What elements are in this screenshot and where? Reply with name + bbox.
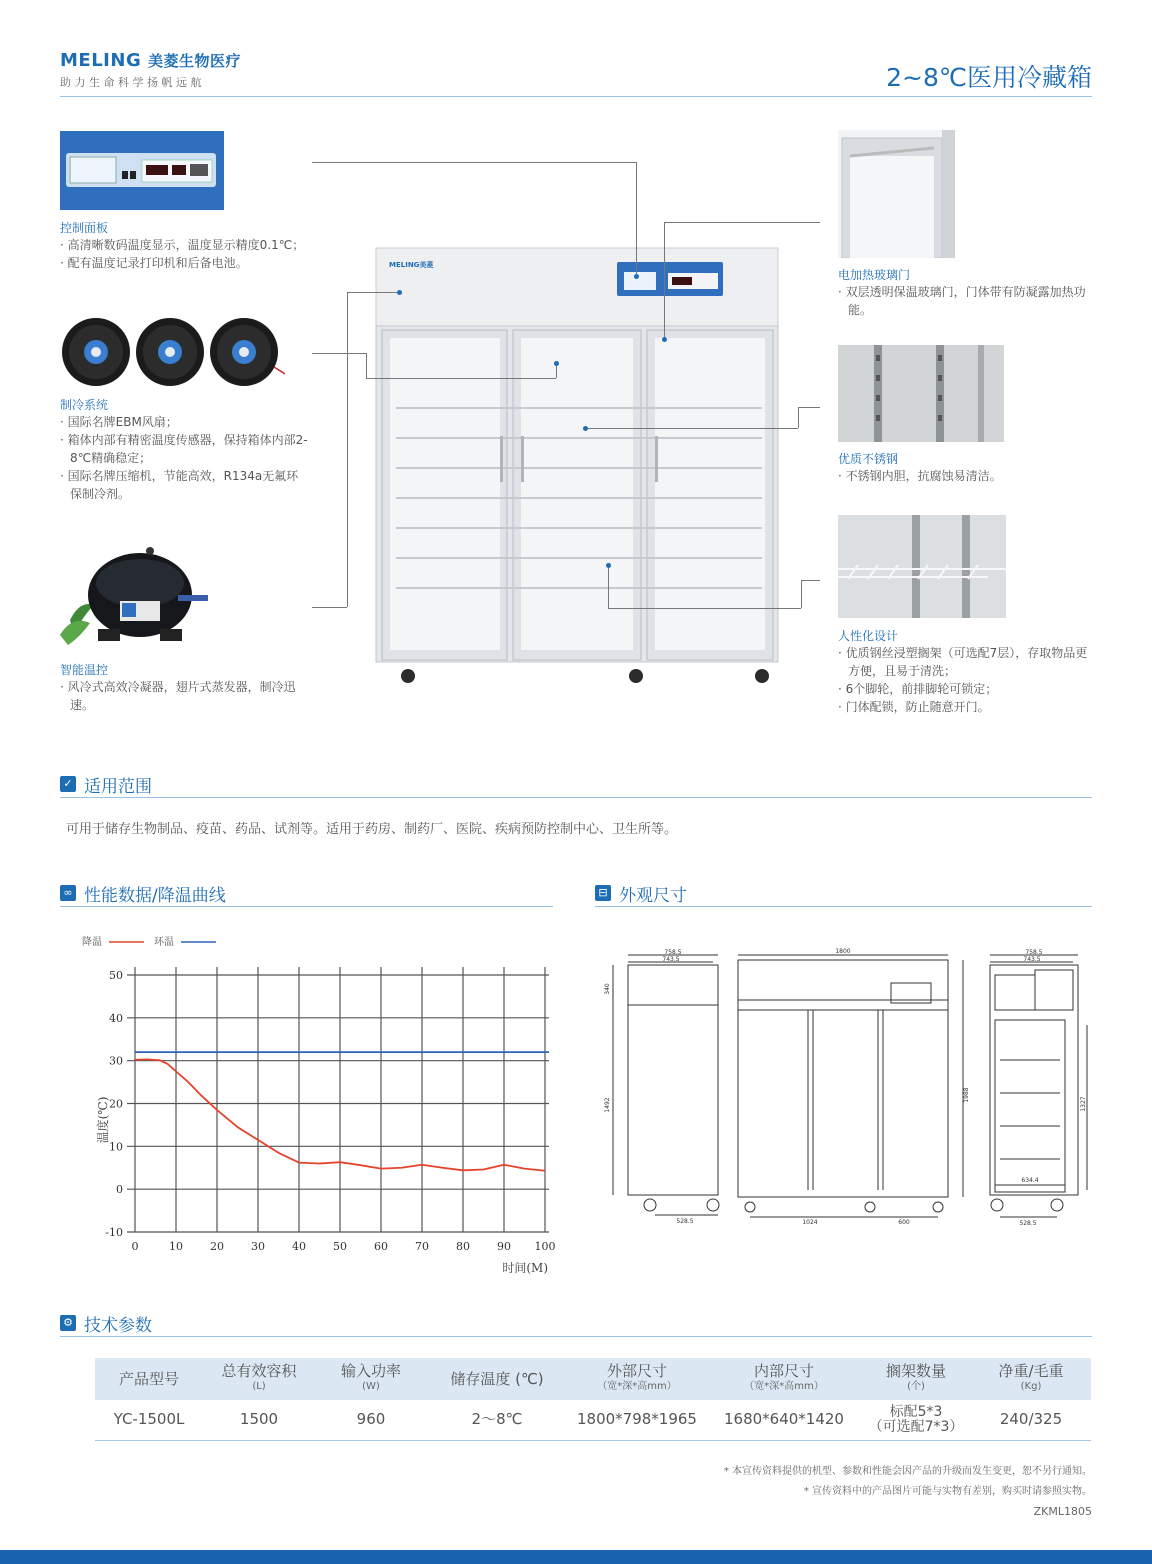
table-header-cell: 外部尺寸 （宽*深*高mm） bbox=[567, 1358, 707, 1400]
stainless-steel-photo bbox=[838, 345, 1004, 442]
x-axis-label: 时间(M) bbox=[502, 1261, 548, 1275]
callout-line bbox=[801, 580, 820, 581]
callout-line bbox=[798, 407, 820, 408]
x-tick-label: 50 bbox=[333, 1240, 347, 1253]
disclaimer-note: * 宣传资料中的产品图片可能与实物有差别，购买时请参照实物。 bbox=[803, 1486, 1092, 1497]
footer-bar bbox=[0, 1550, 1152, 1564]
scope-title: 适用范围 bbox=[84, 777, 152, 797]
x-tick-label: 70 bbox=[415, 1240, 429, 1253]
feature-list bbox=[60, 413, 310, 503]
feature-list bbox=[60, 236, 340, 272]
feature-humanized-design bbox=[838, 627, 1092, 716]
table-cell: 1800*798*1965 bbox=[567, 1400, 707, 1440]
dim-label: 600 bbox=[898, 1219, 910, 1226]
y-tick-label: 40 bbox=[109, 1011, 123, 1025]
dim-label: 1327 bbox=[1080, 1096, 1087, 1112]
y-tick-label: 50 bbox=[109, 969, 123, 982]
x-tick-label: 100 bbox=[534, 1240, 556, 1253]
shelf-photo bbox=[838, 515, 1006, 618]
checkmark-icon: ✓ bbox=[60, 776, 76, 792]
callout-line bbox=[366, 353, 367, 378]
brand-logo bbox=[60, 50, 241, 71]
x-tick-label: 30 bbox=[251, 1240, 265, 1253]
table-cell: 960 bbox=[315, 1400, 427, 1440]
table-row bbox=[95, 1400, 1091, 1440]
callout-line bbox=[312, 162, 636, 163]
brand-name-cn: 美菱生物医疗 bbox=[148, 52, 242, 70]
feature-stainless-steel bbox=[838, 450, 1092, 485]
feature-control-panel bbox=[60, 219, 340, 272]
header-divider bbox=[60, 96, 1092, 97]
settings-icon: ⚙ bbox=[60, 1315, 76, 1331]
dim-label: 634.4 bbox=[1021, 1177, 1039, 1184]
callout-dot bbox=[606, 563, 611, 568]
callout-line bbox=[366, 378, 556, 379]
feature-item: · 风冷式高效冷凝器，翅片式蒸发器，制冷迅速。 bbox=[60, 678, 300, 714]
dim-label: 1988 bbox=[963, 1087, 970, 1103]
table-header-cell: 净重/毛重 (Kg) bbox=[971, 1358, 1091, 1400]
x-tick-label: 0 bbox=[131, 1240, 139, 1253]
legend-label: 环温 bbox=[154, 937, 174, 948]
feature-item: · 双层透明保温玻璃门，门体带有防凝露加热功能。 bbox=[838, 283, 1092, 319]
compressor-photo bbox=[60, 545, 215, 655]
dim-label: 758.5 bbox=[664, 949, 682, 956]
dim-label: 743.5 bbox=[662, 956, 680, 963]
feature-item: · 国际名牌压缩机，节能高效，R134a无氟环保制冷剂。 bbox=[60, 467, 310, 503]
table-cell: 1680*640*1420 bbox=[707, 1400, 861, 1440]
y-tick-label: 10 bbox=[109, 1140, 123, 1154]
feature-item: · 6个脚轮，前排脚轮可锁定； bbox=[838, 680, 1092, 698]
y-tick-label: 20 bbox=[109, 1097, 123, 1111]
callout-dot bbox=[397, 290, 402, 295]
feature-item: · 不锈钢内胆，抗腐蚀易清洁。 bbox=[838, 467, 1092, 485]
feature-title: 智能温控 bbox=[60, 663, 109, 677]
link-icon: ∞ bbox=[60, 885, 76, 901]
legend-label: 降温 bbox=[82, 937, 102, 948]
callout-line bbox=[347, 292, 399, 293]
feature-title: 控制面板 bbox=[60, 221, 109, 235]
feature-list bbox=[838, 467, 1092, 485]
table-header-cell: 内部尺寸 （宽*深*高mm） bbox=[707, 1358, 861, 1400]
dim-label: 1024 bbox=[802, 1219, 818, 1226]
dim-label: 743.5 bbox=[1023, 956, 1041, 963]
feature-item: · 配有温度记录打印机和后备电池。 bbox=[60, 254, 340, 272]
document-code: ZKML1805 bbox=[1033, 1505, 1092, 1518]
x-tick-label: 20 bbox=[210, 1240, 224, 1253]
fans-photo bbox=[60, 312, 285, 392]
feature-title: 电加热玻璃门 bbox=[838, 268, 911, 282]
callout-line bbox=[347, 292, 348, 607]
callout-line bbox=[636, 162, 637, 276]
dim-label: 1492 bbox=[604, 1097, 611, 1113]
glass-door-photo bbox=[838, 130, 955, 258]
disclaimer-note: * 本宣传资料提供的机型、参数和性能会因产品的升级而发生变更，恕不另行通知。 bbox=[723, 1466, 1092, 1477]
performance-title: 性能数据/降温曲线 bbox=[84, 886, 226, 906]
feature-item: · 国际名牌EBM风扇； bbox=[60, 413, 310, 431]
callout-line bbox=[664, 222, 665, 339]
dim-label: 1800 bbox=[835, 948, 851, 955]
table-header-row bbox=[95, 1358, 1091, 1400]
table-header-cell: 输入功率 (W) bbox=[315, 1358, 427, 1400]
y-tick-label: 0 bbox=[116, 1183, 123, 1197]
y-tick-label: -10 bbox=[105, 1226, 123, 1239]
callout-line bbox=[798, 407, 799, 428]
callout-dot bbox=[634, 274, 639, 279]
callout-line bbox=[608, 608, 801, 609]
feature-title: 优质不锈钢 bbox=[838, 452, 899, 466]
dim-label: 340 bbox=[604, 983, 611, 995]
table-header-cell: 总有效容积 (L) bbox=[203, 1358, 315, 1400]
table-header-cell: 储存温度 (℃) bbox=[427, 1358, 567, 1400]
page-title: 2~8℃医用冷藏箱 bbox=[886, 63, 1092, 92]
table-header-cell: 产品型号 bbox=[95, 1358, 203, 1400]
feature-item: · 门体配锁，防止随意开门。 bbox=[838, 698, 1092, 716]
scope-text: 可用于储存生物制品、疫苗、药品、试剂等。适用于药房、制药厂、医院、疾病预防控制中心、卫生所等。 bbox=[66, 822, 678, 837]
x-tick-label: 80 bbox=[456, 1240, 470, 1253]
y-axis-label: 温度(℃) bbox=[96, 1096, 110, 1144]
y-tick-label: 30 bbox=[109, 1054, 123, 1068]
x-tick-label: 60 bbox=[374, 1240, 388, 1253]
feature-refrigeration bbox=[60, 396, 310, 503]
scope-section-header bbox=[60, 774, 1092, 798]
feature-title: 制冷系统 bbox=[60, 398, 109, 412]
callout-line bbox=[556, 364, 557, 378]
callout-line bbox=[586, 428, 798, 429]
x-tick-label: 90 bbox=[497, 1240, 511, 1253]
specs-title: 技术参数 bbox=[84, 1316, 152, 1336]
dimensions-title: 外观尺寸 bbox=[619, 886, 687, 906]
feature-item: · 优质钢丝浸塑搁架（可选配7层），存取物品更方便，且易于清洗； bbox=[838, 644, 1092, 680]
feature-title: 人性化设计 bbox=[838, 629, 899, 643]
ruler-icon: ⊟ bbox=[595, 885, 611, 901]
brand-name-en: MELING bbox=[60, 50, 142, 71]
callout-line bbox=[312, 353, 366, 354]
dim-label: 528.5 bbox=[1019, 1220, 1037, 1227]
feature-list bbox=[838, 644, 1092, 716]
feature-item: · 高清晰数码温度显示，温度显示精度0.1℃； bbox=[60, 236, 340, 254]
callout-line bbox=[312, 607, 347, 608]
feature-list bbox=[838, 283, 1092, 319]
callout-dot bbox=[554, 361, 559, 366]
table-cell: YC-1500L bbox=[95, 1400, 203, 1440]
callout-line bbox=[664, 222, 820, 223]
callout-dot bbox=[583, 426, 588, 431]
product-logo: MELING美菱 bbox=[389, 261, 434, 269]
dimension-drawings bbox=[595, 945, 1092, 1230]
feature-heated-glass-door bbox=[838, 266, 1092, 319]
product-photo bbox=[372, 246, 782, 686]
feature-smart-temp bbox=[60, 661, 300, 714]
dimensions-section-header bbox=[595, 883, 1092, 907]
control-panel-photo bbox=[60, 131, 224, 210]
table-cell: 标配5*3 （可选配7*3） bbox=[861, 1400, 971, 1440]
x-tick-label: 40 bbox=[292, 1240, 306, 1253]
feature-item: · 箱体内部有精密温度传感器，保持箱体内部2-8℃精确稳定； bbox=[60, 431, 310, 467]
brand-slogan: 助力生命科学扬帆远航 bbox=[60, 76, 205, 89]
table-cell: 240/325 bbox=[971, 1400, 1091, 1440]
table-cell: 2～8℃ bbox=[427, 1400, 567, 1440]
cooling-curve-chart bbox=[60, 925, 560, 1280]
feature-list bbox=[60, 678, 300, 714]
callout-dot bbox=[662, 337, 667, 342]
performance-section-header bbox=[60, 883, 553, 907]
x-tick-label: 10 bbox=[169, 1240, 183, 1253]
callout-line bbox=[801, 580, 802, 608]
specs-table bbox=[95, 1358, 1091, 1441]
callout-line bbox=[608, 566, 609, 608]
specs-section-header bbox=[60, 1313, 1092, 1337]
table-cell: 1500 bbox=[203, 1400, 315, 1440]
dim-label: 528.5 bbox=[676, 1218, 694, 1225]
dim-label: 758.5 bbox=[1025, 949, 1043, 956]
table-header-cell: 搁架数量 (个) bbox=[861, 1358, 971, 1400]
